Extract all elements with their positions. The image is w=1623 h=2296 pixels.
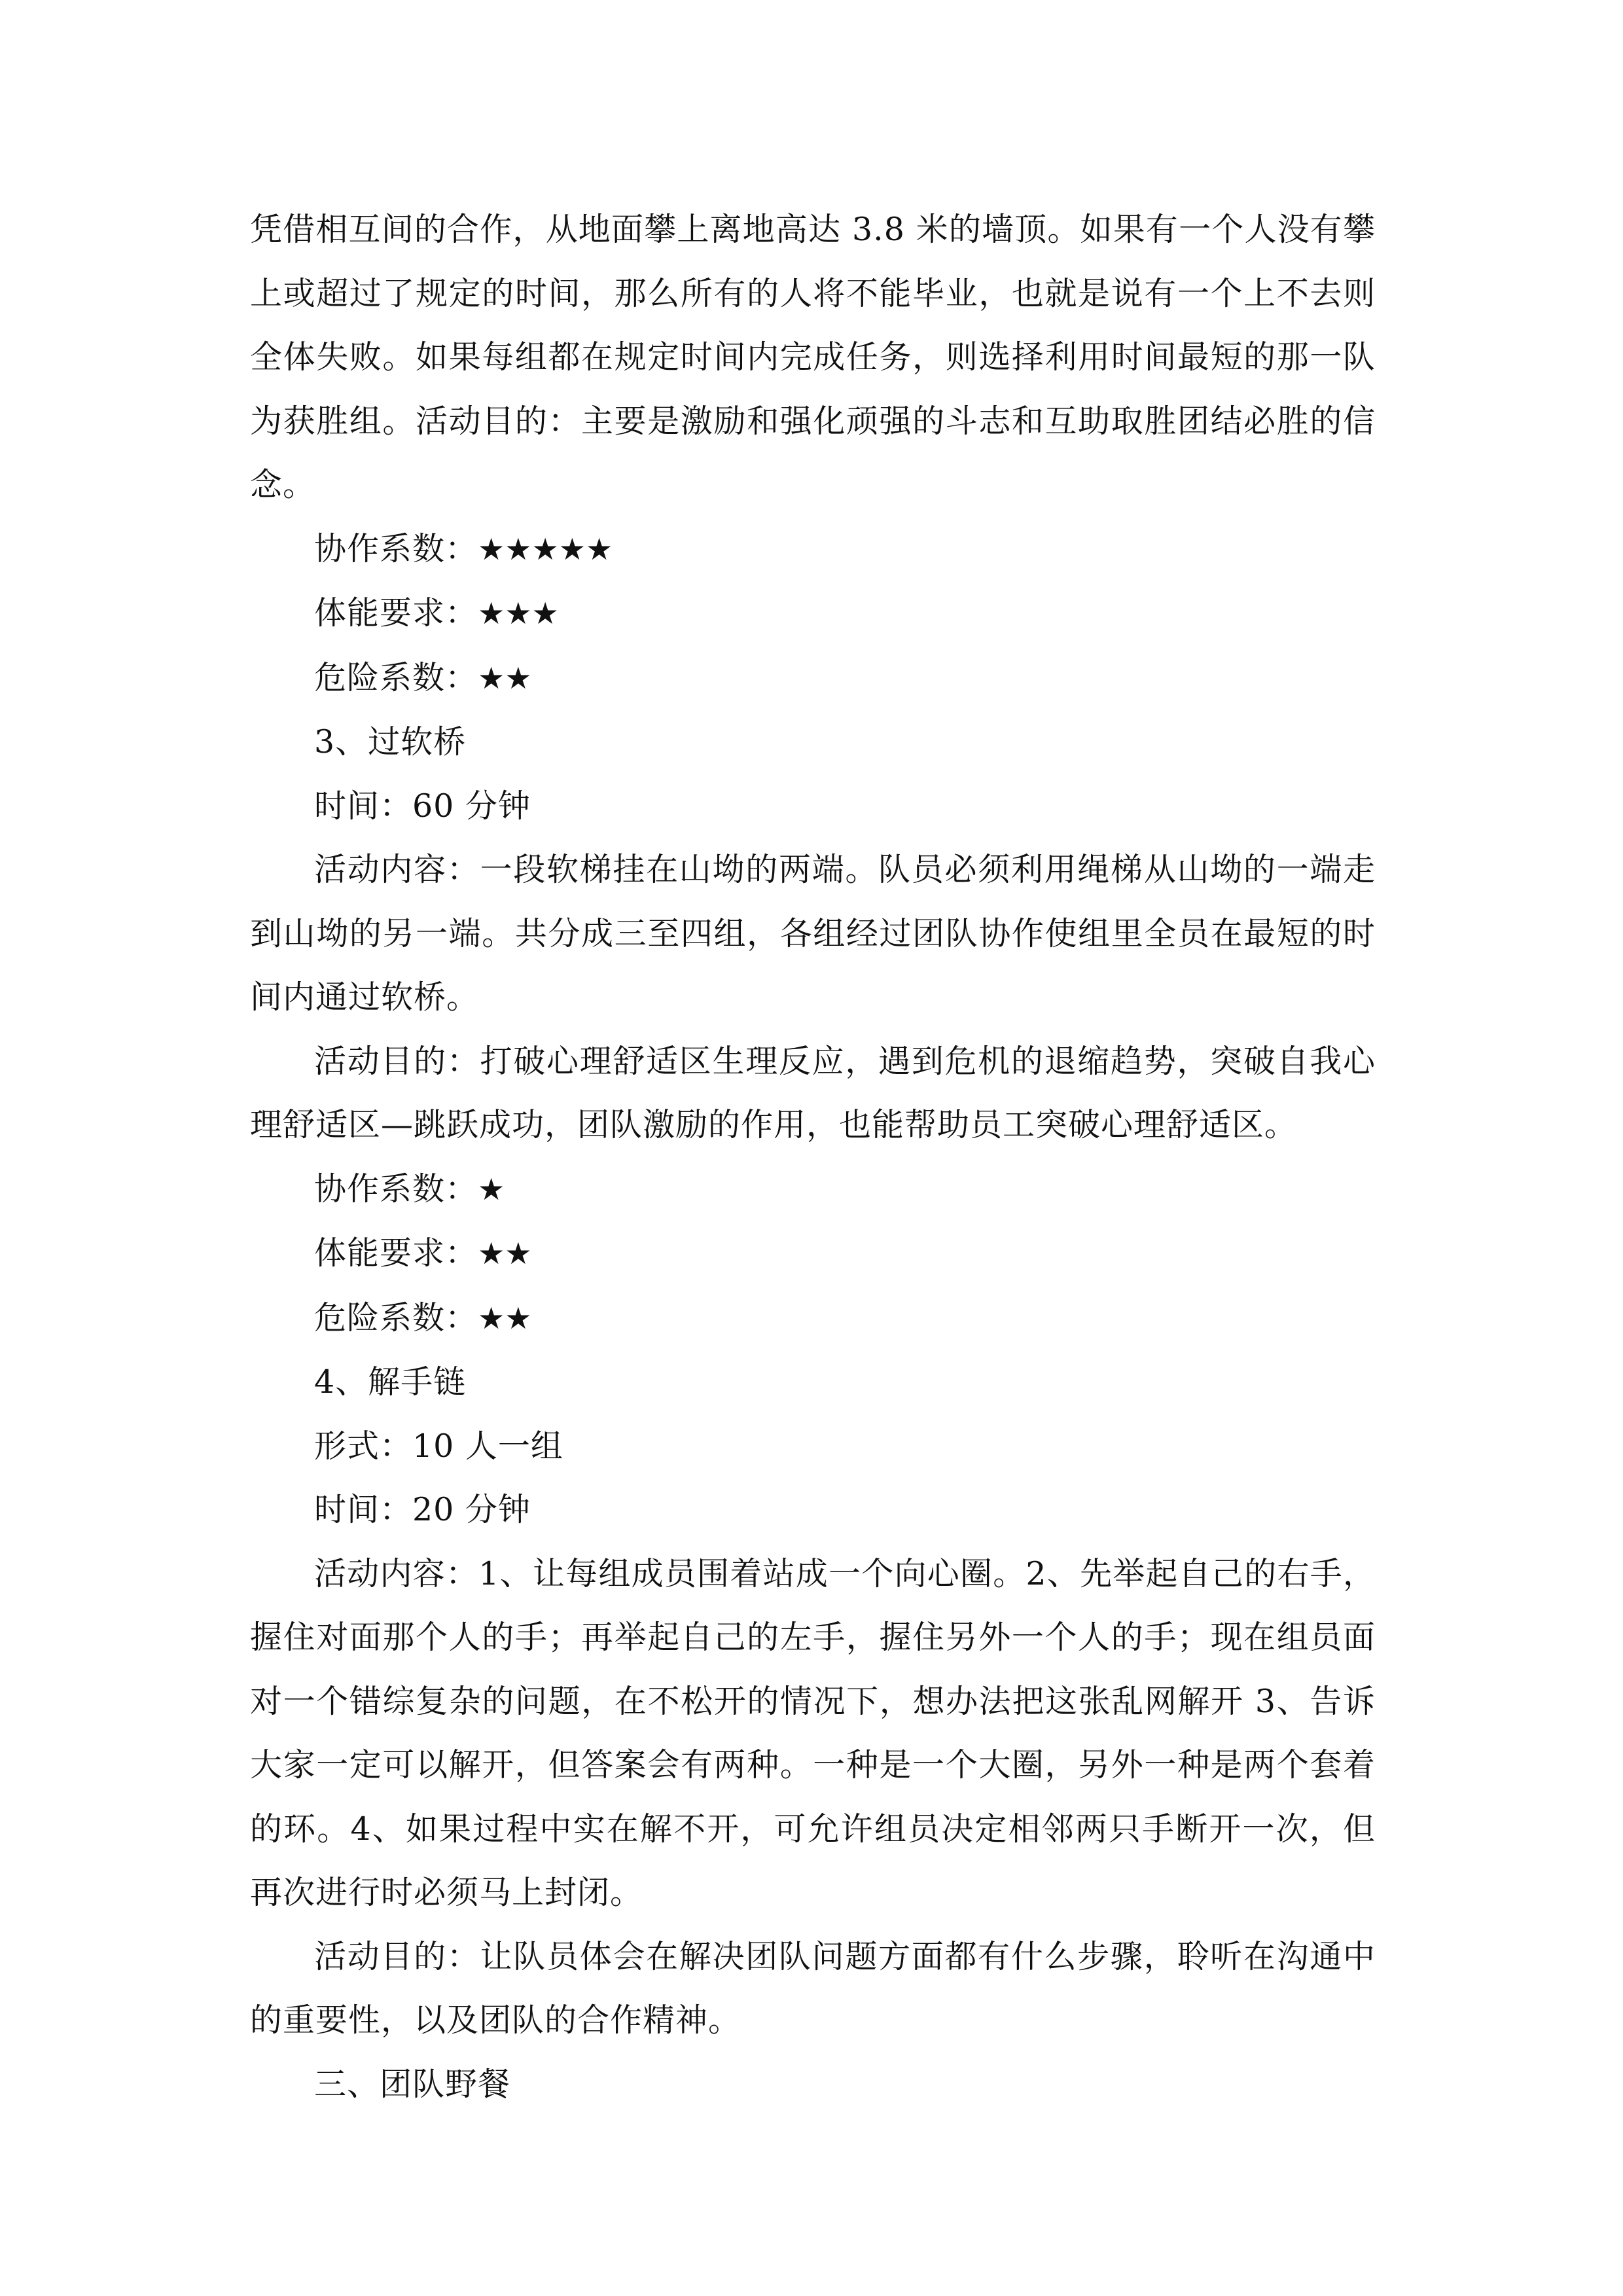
activity3-danger-stars: ★★ (478, 1300, 532, 1336)
activity3-cooperation-stars: ★ (478, 1171, 505, 1207)
document-body (250, 198, 1376, 2116)
section3-title: 三、团队野餐 (314, 2065, 511, 2103)
activity3-physical-label: 体能要求： (314, 1234, 478, 1272)
activity4-time: 时间：20 分钟 (314, 1491, 531, 1528)
activity3-danger-rating (250, 1286, 1376, 1351)
physical-rating (250, 581, 1376, 646)
activity3-cooperation-label: 协作系数： (314, 1170, 478, 1208)
activity4-purpose: 活动目的：让队员体会在解决团队问题方面都有什么步骤，聆听在沟通中的重要性，以及团队的合作精神。 (250, 1937, 1376, 2039)
intro-paragraph: 凭借相互间的合作，从地面攀上离地高达 3.8 米的墙顶。如果有一个人没有攀上或超过了规定的时间，那么所有的人将不能毕业，也就是说有一个上不去则全体失败。如果每组都在规定时间内完成任务，则选择利用时间最短的那一队为获胜组。活动目的：主要是激励和强化顽强的斗志和互助取胜团结必胜的信念。 (250, 211, 1376, 503)
activity3-danger-label: 危险系数： (314, 1299, 478, 1336)
activity3-physical-rating (250, 1221, 1376, 1286)
activity4-form: 形式：10 人一组 (314, 1427, 563, 1465)
activity3-title: 3、过软桥 (314, 723, 467, 761)
cooperation-label: 协作系数： (314, 529, 478, 567)
activity3-cooperation-rating (250, 1157, 1376, 1222)
activity3-physical-stars: ★★ (478, 1236, 532, 1271)
physical-label: 体能要求： (314, 594, 478, 632)
activity4-title: 4、解手链 (314, 1363, 467, 1401)
activity3-purpose: 活动目的：打破心理舒适区生理反应，遇到危机的退缩趋势，突破自我心理舒适区—跳跃成功，团队激励的作用，也能帮助员工突破心理舒适区。 (250, 1042, 1376, 1143)
danger-stars: ★★ (478, 660, 532, 696)
danger-label: 危险系数： (314, 658, 478, 696)
activity4-content: 活动内容：1、让每组成员围着站成一个向心圈。2、先举起自己的右手，握住对面那个人的手；再举起自己的左手，握住另外一个人的手；现在组员面对一个错综复杂的问题，在不松开的情况下，想办法把这张乱网解开 3、告诉大家一定可以解开，但答案会有两种。一种是一个大圈，另外一种是两个套着的环。4、如果过程中实在解不开，可允许组员决定相邻两只手断开一次，但再次进行时必须马上封闭。 (250, 1554, 1376, 1911)
danger-rating (250, 646, 1376, 711)
physical-stars: ★★★ (478, 596, 559, 631)
activity3-time: 时间：60 分钟 (314, 787, 531, 825)
activity3-content: 活动内容：一段软梯挂在山坳的两端。队员必须利用绳梯从山坳的一端走到山坳的另一端。共分成三至四组，各组经过团队协作使组里全员在最短的时间内通过软桥。 (250, 851, 1376, 1016)
cooperation-rating (250, 517, 1376, 582)
cooperation-stars: ★★★★★ (478, 531, 613, 567)
